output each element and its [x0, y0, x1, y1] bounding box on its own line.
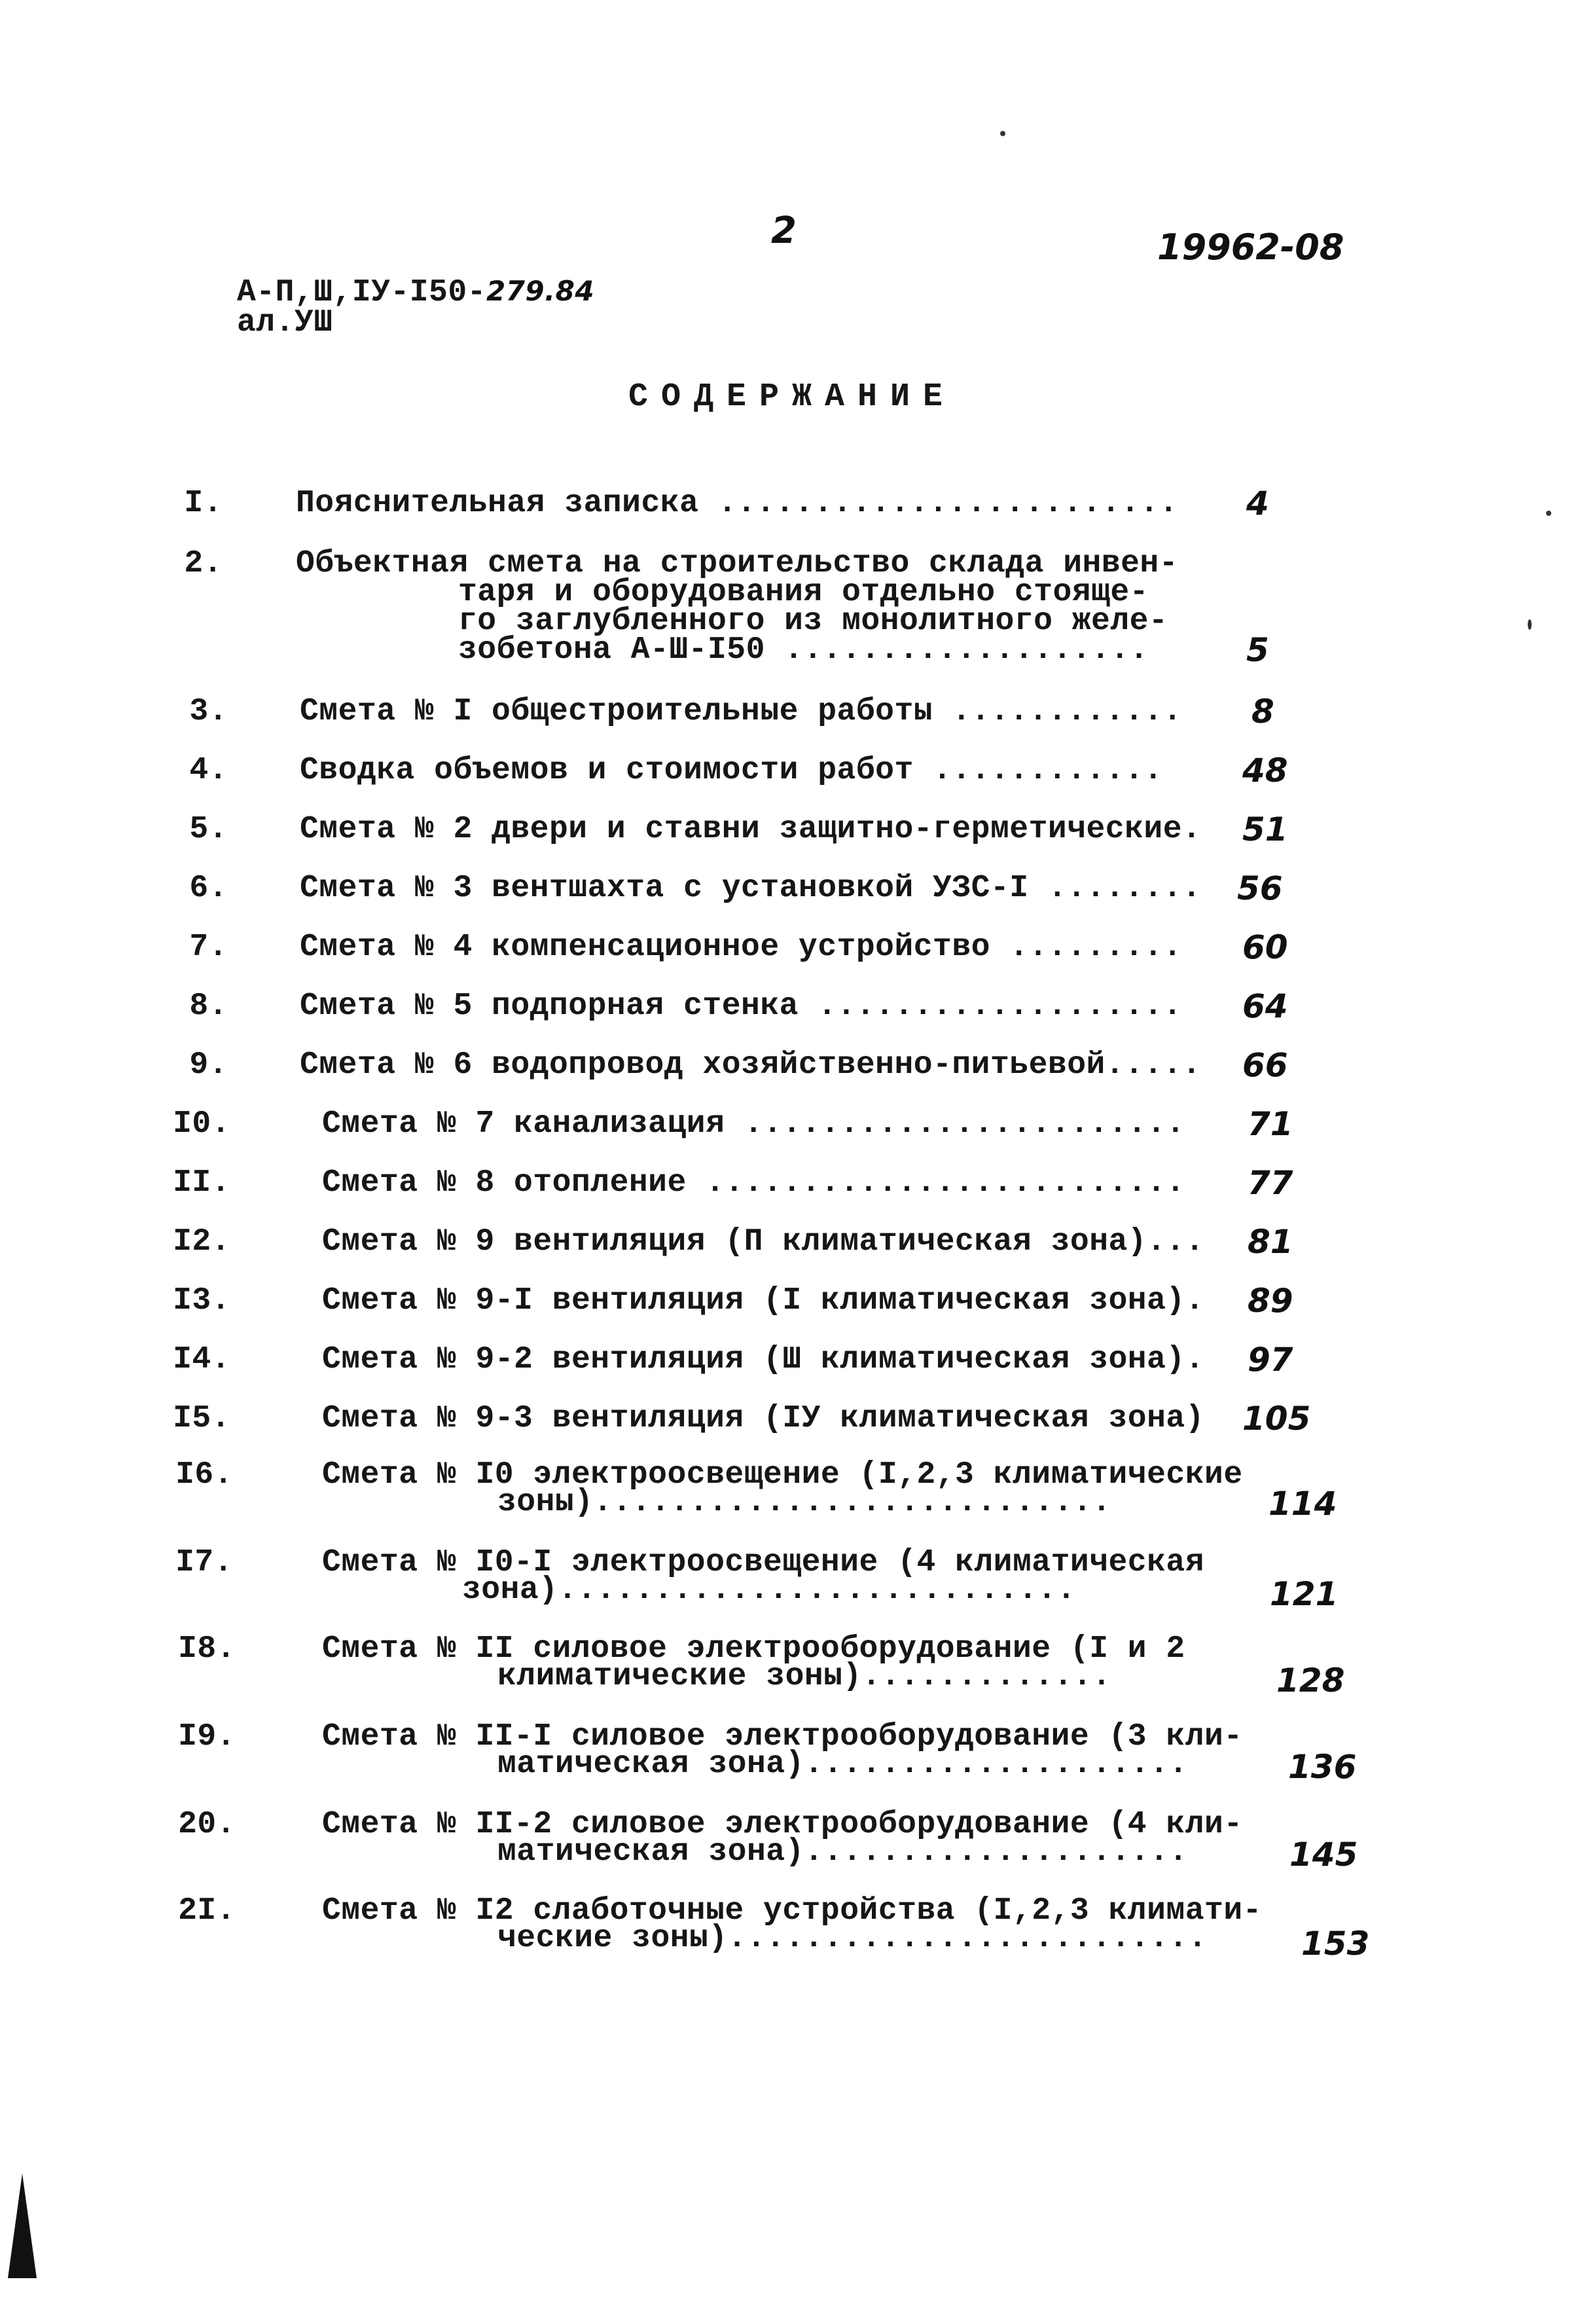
toc-entry-number: 9. — [189, 1047, 228, 1083]
toc-entry-number: 2. — [184, 546, 223, 581]
toc-entry-page: 66 — [1242, 1046, 1288, 1084]
document-code — [237, 276, 594, 308]
document-code-handwritten: 279.84 — [486, 275, 595, 307]
toc-entry-line: матическая зона).................... — [497, 1747, 1188, 1782]
speck — [1000, 131, 1005, 136]
toc-entry-text — [296, 486, 1179, 521]
toc-entry-line: Сводка объемов и стоимости работ ............ — [300, 753, 1163, 788]
toc-entry-text — [322, 1631, 1185, 1694]
toc-entry-line: Пояснительная записка ........................ — [296, 486, 1179, 521]
toc-entry-number: 4. — [189, 753, 228, 788]
document-code-typed: А-П,Ш,IУ-I50- — [237, 275, 486, 310]
toc-entry-line: Смета № II силовое электрооборудование (I и 2 — [322, 1631, 1185, 1667]
toc-entry-line: Смета № 4 компенсационное устройство ......... — [300, 930, 1183, 965]
toc-entry-line: Смета № 9-3 вентиляция (IУ климатическая зона) — [322, 1401, 1205, 1436]
toc-entry-text — [322, 1807, 1243, 1870]
document-number: 19962-08 — [1157, 227, 1344, 268]
toc-entry-page: 81 — [1248, 1223, 1293, 1261]
toc-entry-page: 51 — [1242, 810, 1288, 848]
toc-entry-text — [300, 812, 1202, 847]
toc-entry-text — [322, 1224, 1205, 1260]
toc-entry-line: Смета № 6 водопровод хозяйственно-питьевой..... — [300, 1047, 1202, 1083]
toc-entry-line: го заглубленного из монолитного желе- — [458, 604, 1168, 639]
toc-entry-text — [300, 755, 1163, 786]
page-number: 2 — [771, 209, 797, 252]
toc-entry-page: 121 — [1270, 1575, 1339, 1613]
toc-entry-text — [322, 1106, 1185, 1142]
toc-entry-number: I7. — [175, 1545, 233, 1580]
contents-title: СОДЕРЖАНИЕ — [628, 378, 956, 416]
toc-entry-number: II. — [173, 1165, 230, 1201]
toc-entry-line: Смета № 2 двери и ставни защитно-герметические. — [300, 812, 1202, 847]
toc-entry-text — [322, 1165, 1185, 1201]
toc-entry-line: Смета № 9-I вентиляция (I климатическая зона). — [322, 1283, 1205, 1318]
toc-entry-text — [300, 989, 1183, 1024]
toc-entry-page: 77 — [1248, 1164, 1293, 1202]
toc-entry-page: 145 — [1289, 1836, 1358, 1874]
toc-entry-line: Смета № I общестроительные работы ............ — [300, 694, 1183, 729]
toc-entry-text — [322, 1893, 1262, 1956]
toc-entry-line: Смета № 9 вентиляция (П климатическая зона)... — [322, 1224, 1205, 1260]
toc-entry-page: 48 — [1242, 752, 1288, 790]
toc-entry-line: Смета № I2 слаботочные устройства (I,2,3 климати- — [322, 1893, 1262, 1929]
toc-entry-line: Смета № 8 отопление ......................... — [322, 1165, 1185, 1201]
toc-entry-page: 89 — [1248, 1282, 1293, 1320]
toc-entry-page: 114 — [1269, 1485, 1337, 1523]
margin-mark — [8, 2173, 37, 2278]
toc-entry-line: Смета № II-2 силовое электрооборудование (4 кли- — [322, 1807, 1243, 1842]
toc-entry-line: матическая зона).................... — [497, 1834, 1188, 1870]
toc-entry-page: 60 — [1242, 928, 1288, 966]
toc-entry-page: 153 — [1301, 1925, 1370, 1963]
toc-entry-page: 128 — [1276, 1661, 1345, 1699]
toc-entry-text — [300, 1047, 1202, 1083]
toc-entry-page: 71 — [1248, 1105, 1293, 1143]
toc-entry-text — [322, 1401, 1205, 1436]
toc-entry-page: 8 — [1251, 693, 1274, 731]
toc-entry-text — [300, 871, 1202, 906]
toc-entry-number: I3. — [173, 1283, 230, 1318]
toc-entry-text — [300, 930, 1183, 965]
toc-entry-text — [300, 694, 1183, 729]
toc-entry-number: I4. — [173, 1342, 230, 1377]
toc-entry-line: Объектная смета на строительство склада инвен- — [296, 546, 1179, 581]
toc-entry-page: 64 — [1242, 987, 1288, 1025]
toc-entry-line: зона)........................... — [462, 1572, 1076, 1608]
toc-entry-line: Смета № 7 канализация ....................... — [322, 1106, 1185, 1142]
toc-entry-number: 6. — [189, 871, 228, 906]
toc-entry-line: зоны)........................... — [497, 1485, 1111, 1520]
toc-entry-number: 8. — [189, 989, 228, 1024]
toc-entry-line: климатические зоны)............. — [497, 1659, 1111, 1694]
toc-entry-text — [322, 1342, 1205, 1377]
toc-entry-number: I8. — [178, 1631, 236, 1667]
speck — [1546, 511, 1551, 516]
toc-entry-line: Смета № I0 электроосвещение (I,2,3 климатические — [322, 1457, 1243, 1493]
toc-entry-text — [296, 546, 1179, 668]
toc-entry-number: 7. — [189, 930, 228, 965]
speck — [1528, 619, 1532, 630]
toc-entry-text — [322, 1719, 1243, 1782]
toc-entry-number: I9. — [178, 1719, 236, 1754]
toc-entry-line: Смета № I0-I электроосвещение (4 климатическая — [322, 1545, 1205, 1580]
toc-entry-page: 4 — [1246, 484, 1269, 522]
toc-entry-page: 136 — [1288, 1748, 1357, 1786]
toc-entry-line: таря и оборудования отдельно стояще- — [458, 575, 1149, 610]
toc-entry-number: 20. — [178, 1807, 236, 1842]
toc-entry-line: Смета № 9-2 вентиляция (Ш климатическая зона). — [322, 1342, 1205, 1377]
toc-entry-number: I0. — [173, 1106, 230, 1142]
toc-entry-number: 5. — [189, 812, 228, 847]
toc-entry-line: ческие зоны)......................... — [497, 1921, 1208, 1956]
toc-entry-number: I5. — [173, 1401, 230, 1436]
toc-entry-text — [322, 1457, 1243, 1520]
toc-entry-number: I. — [184, 486, 223, 521]
toc-entry-text — [322, 1283, 1205, 1318]
toc-entry-line: зобетона А-Ш-I50 ................... — [458, 632, 1149, 668]
toc-entry-number: 2I. — [178, 1893, 236, 1929]
toc-entry-page: 105 — [1242, 1400, 1311, 1438]
toc-entry-number: I6. — [175, 1457, 233, 1493]
toc-entry-number: 3. — [189, 694, 228, 729]
toc-entry-page: 56 — [1237, 869, 1283, 907]
toc-entry-line: Смета № II-I силовое электрооборудование (3 кли- — [322, 1719, 1243, 1754]
toc-entry-text — [322, 1545, 1205, 1608]
toc-entry-line: Смета № 3 вентшахта с установкой УЗС-I ........ — [300, 871, 1202, 906]
toc-entry-line: Смета № 5 подпорная стенка ................... — [300, 989, 1183, 1024]
toc-entry-page: 5 — [1246, 631, 1269, 669]
album-code: ал.УШ — [237, 305, 333, 340]
toc-entry-page: 97 — [1248, 1341, 1293, 1379]
toc-entry-number: I2. — [173, 1224, 230, 1260]
